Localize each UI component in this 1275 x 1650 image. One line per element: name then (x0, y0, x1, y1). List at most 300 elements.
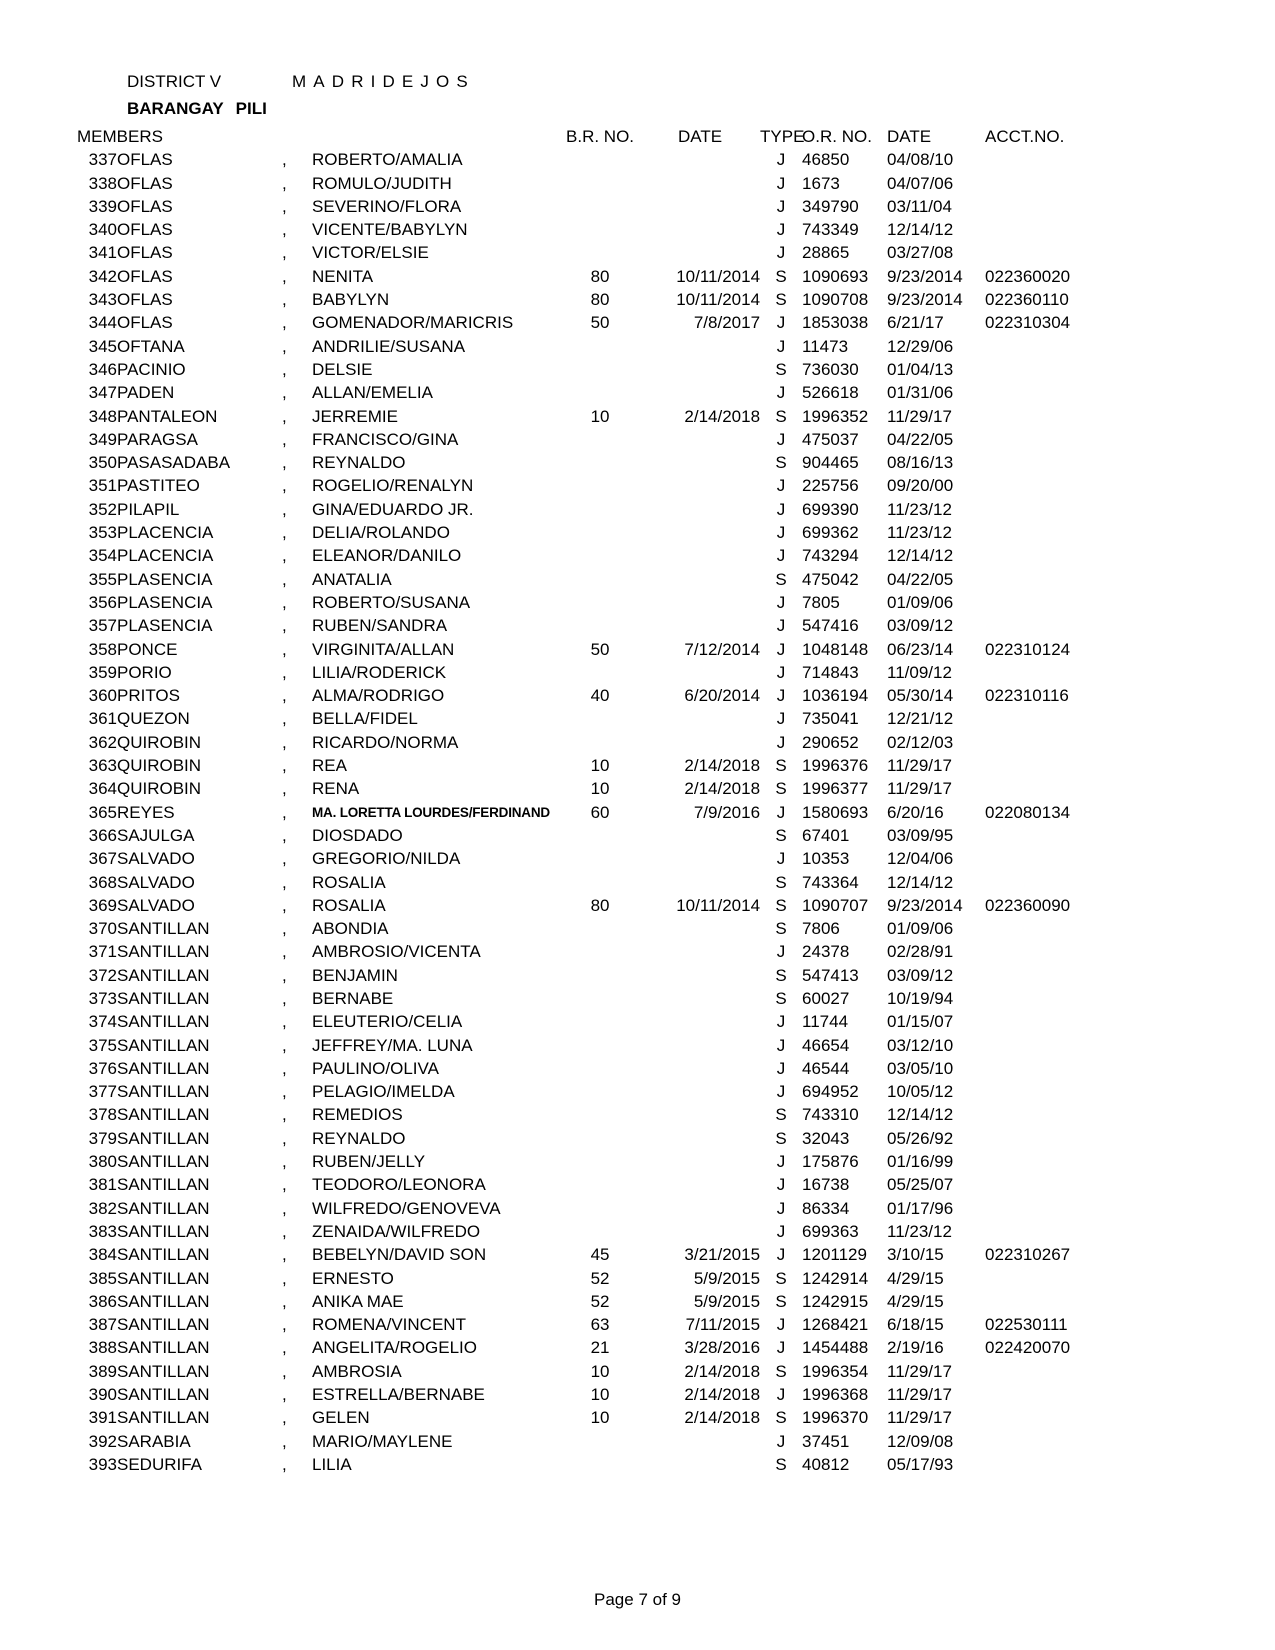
br-no-value (560, 731, 640, 754)
member-number: 389 (88, 1361, 117, 1381)
br-date-value: 2/14/2018 (684, 1408, 761, 1428)
or-date-value: 09/20/00 (887, 476, 954, 496)
acct-no-value (985, 1453, 1095, 1476)
type-value: S (775, 1291, 787, 1311)
member-surname: SALVADO (117, 849, 195, 869)
or-no-value: 67401 (802, 825, 850, 845)
table-row (77, 265, 1095, 288)
br-date-value (640, 358, 760, 381)
table-row (77, 1127, 1095, 1150)
member-given-names: DELSIE (312, 359, 373, 379)
type-value: J (776, 639, 786, 659)
comma-separator: , (282, 1291, 287, 1311)
member-surname: PASASADABA (117, 453, 231, 473)
comma-separator: , (282, 1431, 287, 1451)
or-date-value: 03/27/08 (887, 243, 954, 263)
or-no-value: 743349 (802, 220, 859, 240)
member-surname: PLASENCIA (117, 569, 213, 589)
barangay-name: PILI (235, 99, 267, 118)
member-number: 349 (88, 429, 117, 449)
member-surname: PONCE (117, 639, 178, 659)
table-row (77, 1197, 1095, 1220)
or-no-value: 1090708 (802, 290, 869, 310)
member-given-names: VICTOR/ELSIE (312, 243, 429, 263)
acct-no-value (985, 1406, 1095, 1429)
or-date-value: 12/29/06 (887, 336, 954, 356)
member-number: 339 (88, 196, 117, 216)
member-number: 351 (88, 476, 117, 496)
type-value: J (776, 1315, 786, 1335)
comma-separator: , (282, 429, 287, 449)
comma-separator: , (282, 150, 287, 170)
br-date-value (640, 917, 760, 940)
type-value: J (776, 476, 786, 496)
comma-separator: , (282, 336, 287, 356)
or-no-value: 349790 (802, 196, 859, 216)
or-date-value: 12/14/12 (887, 1105, 954, 1125)
br-no-value (560, 195, 640, 218)
or-no-value: 699390 (802, 499, 859, 519)
acct-no-value: 022310124 (985, 639, 1071, 659)
member-number: 385 (88, 1268, 117, 1288)
member-surname: PORIO (117, 662, 172, 682)
member-surname: PARAGSA (117, 429, 198, 449)
br-date-value: 7/8/2017 (693, 313, 761, 333)
member-surname: SANTILLAN (117, 1152, 210, 1172)
member-given-names: GINA/EDUARDO JR. (312, 499, 474, 519)
comma-separator: , (282, 1221, 287, 1241)
br-no-value: 21 (590, 1338, 610, 1358)
acct-no-value (985, 148, 1095, 171)
type-value: S (775, 1268, 787, 1288)
table-row (77, 405, 1095, 428)
br-no-value (560, 1197, 640, 1220)
comma-separator: , (282, 546, 287, 566)
acct-no-value (985, 1080, 1095, 1103)
acct-no-value (985, 1150, 1095, 1173)
or-no-value: 28865 (802, 243, 850, 263)
member-given-names: MARIO/MAYLENE (312, 1431, 453, 1451)
br-no-value (560, 661, 640, 684)
br-no-value: 45 (590, 1245, 610, 1265)
or-no-value: 1580693 (802, 802, 869, 822)
or-date-value: 11/29/17 (887, 1408, 952, 1428)
member-surname: PILAPIL (117, 499, 180, 519)
type-value: J (776, 942, 786, 962)
table-row (77, 917, 1095, 940)
or-no-column-header: O.R. NO. (802, 127, 872, 146)
table-row (77, 1430, 1095, 1453)
acct-no-value (985, 987, 1095, 1010)
member-surname: OFLAS (117, 220, 173, 240)
comma-separator: , (282, 1408, 287, 1428)
district-label: DISTRICT V (127, 72, 222, 91)
member-surname: SANTILLAN (117, 1082, 210, 1102)
table-row (77, 218, 1095, 241)
member-given-names: LILIA (312, 1454, 352, 1474)
br-no-value: 10 (590, 756, 610, 776)
table-row (77, 451, 1095, 474)
br-no-value (560, 1453, 640, 1476)
or-no-value: 1996354 (802, 1361, 869, 1381)
member-given-names: ROSALIA (312, 872, 386, 892)
or-no-value: 32043 (802, 1128, 850, 1148)
acct-no-value (985, 917, 1095, 940)
member-surname: OFLAS (117, 290, 173, 310)
comma-separator: , (282, 709, 287, 729)
or-date-value: 12/14/12 (887, 872, 954, 892)
br-date-value (640, 568, 760, 591)
acct-no-value (985, 195, 1095, 218)
member-given-names: AMBROSIO/VICENTA (312, 942, 481, 962)
comma-separator: , (282, 499, 287, 519)
type-value: J (776, 1035, 786, 1055)
table-row (77, 568, 1095, 591)
table-row (77, 824, 1095, 847)
or-date-value: 11/23/12 (887, 499, 952, 519)
comma-separator: , (282, 1175, 287, 1195)
municipality-name: MADRIDEJOS (292, 72, 475, 91)
br-date-value (640, 964, 760, 987)
or-no-value: 1996370 (802, 1408, 869, 1428)
or-date-value: 10/05/12 (887, 1082, 954, 1102)
or-date-value: 01/17/96 (887, 1198, 954, 1218)
br-no-value (560, 1103, 640, 1126)
member-number: 372 (88, 965, 117, 985)
type-value: S (775, 895, 787, 915)
or-date-value: 04/22/05 (887, 569, 954, 589)
member-number: 341 (88, 243, 117, 263)
member-given-names: ROBERTO/SUSANA (312, 592, 471, 612)
type-value: J (776, 1338, 786, 1358)
member-number: 359 (88, 662, 117, 682)
member-surname: SANTILLAN (117, 1245, 210, 1265)
table-row (77, 1010, 1095, 1033)
member-given-names: MA. LORETTA LOURDES/FERDINAND (312, 804, 550, 820)
br-date-value: 7/9/2016 (693, 802, 761, 822)
acct-no-value (985, 568, 1095, 591)
member-given-names: VICENTE/BABYLYN (312, 220, 468, 240)
or-date-value: 03/05/10 (887, 1058, 954, 1078)
member-number: 352 (88, 499, 117, 519)
or-date-value: 01/16/99 (887, 1152, 954, 1172)
br-date-value (640, 148, 760, 171)
br-date-value (640, 1010, 760, 1033)
br-no-value (560, 1150, 640, 1173)
table-row (77, 801, 1095, 824)
comma-separator: , (282, 359, 287, 379)
member-surname: OFLAS (117, 150, 173, 170)
acct-no-value (985, 591, 1095, 614)
br-date-value (640, 1220, 760, 1243)
member-number: 380 (88, 1152, 117, 1172)
member-surname: QUEZON (117, 709, 190, 729)
member-surname: SANTILLAN (117, 988, 210, 1008)
member-number: 373 (88, 988, 117, 1008)
or-no-value: 547416 (802, 616, 859, 636)
comma-separator: , (282, 243, 287, 263)
br-date-value (640, 871, 760, 894)
or-no-value: 694952 (802, 1082, 859, 1102)
br-date-value (640, 731, 760, 754)
or-date-value: 6/20/16 (887, 802, 944, 822)
type-value: S (775, 825, 787, 845)
member-given-names: ROBERTO/AMALIA (312, 150, 463, 170)
member-given-names: ANDRILIE/SUSANA (312, 336, 466, 356)
table-row (77, 684, 1095, 707)
member-surname: PADEN (117, 383, 175, 403)
member-given-names: PAULINO/OLIVA (312, 1058, 439, 1078)
comma-separator: , (282, 266, 287, 286)
table-row (77, 661, 1095, 684)
comma-separator: , (282, 662, 287, 682)
or-date-value: 01/09/06 (887, 592, 954, 612)
br-no-value (560, 544, 640, 567)
acct-no-value (985, 1127, 1095, 1150)
member-surname: OFLAS (117, 266, 173, 286)
member-number: 356 (88, 592, 117, 612)
member-given-names: JEFFREY/MA. LUNA (312, 1035, 473, 1055)
type-value: J (776, 732, 786, 752)
comma-separator: , (282, 779, 287, 799)
or-date-value: 03/11/04 (887, 196, 952, 216)
member-surname: SANTILLAN (117, 1338, 210, 1358)
member-surname: SANTILLAN (117, 919, 210, 939)
br-date-value (640, 195, 760, 218)
comma-separator: , (282, 1338, 287, 1358)
member-number: 369 (88, 895, 117, 915)
type-value: J (776, 592, 786, 612)
or-no-value: 475042 (802, 569, 859, 589)
type-value: J (776, 150, 786, 170)
br-no-value (560, 1127, 640, 1150)
or-date-value: 3/10/15 (887, 1245, 944, 1265)
type-value: J (776, 1082, 786, 1102)
or-date-value: 6/18/15 (887, 1315, 944, 1335)
or-no-value: 736030 (802, 359, 859, 379)
comma-separator: , (282, 919, 287, 939)
member-number: 386 (88, 1291, 117, 1311)
member-number: 383 (88, 1221, 117, 1241)
br-no-value (560, 1430, 640, 1453)
comma-separator: , (282, 1128, 287, 1148)
comma-separator: , (282, 988, 287, 1008)
or-date-value: 9/23/2014 (887, 266, 963, 286)
comma-separator: , (282, 756, 287, 776)
br-date-value: 10/11/2014 (676, 266, 761, 286)
member-given-names: ESTRELLA/BERNABE (312, 1385, 485, 1405)
acct-no-value (985, 1103, 1095, 1126)
table-row (77, 311, 1095, 334)
br-date-value (640, 591, 760, 614)
member-number: 384 (88, 1245, 117, 1265)
page-footer: Page 7 of 9 (594, 1590, 681, 1609)
member-surname: SAJULGA (117, 825, 195, 845)
br-date-value (640, 1080, 760, 1103)
br-no-value (560, 451, 640, 474)
br-no-value (560, 1080, 640, 1103)
member-surname: PLASENCIA (117, 592, 213, 612)
br-no-value: 60 (590, 802, 610, 822)
member-number: 390 (88, 1385, 117, 1405)
br-date-value (640, 987, 760, 1010)
table-row (77, 614, 1095, 637)
member-surname: PLACENCIA (117, 523, 214, 543)
br-date-value (640, 707, 760, 730)
acct-no-value (985, 754, 1095, 777)
type-column-header: TYPE (760, 127, 805, 146)
member-given-names: ROSALIA (312, 895, 386, 915)
acct-no-value (985, 871, 1095, 894)
type-value: S (775, 1408, 787, 1428)
acct-no-value (985, 1220, 1095, 1243)
table-row (77, 1220, 1095, 1243)
br-date-value (640, 661, 760, 684)
type-value: J (776, 616, 786, 636)
acct-no-value: 022310116 (985, 686, 1069, 706)
table-row (77, 521, 1095, 544)
br-date-value: 7/11/2015 (685, 1315, 761, 1335)
br-no-value: 80 (590, 895, 610, 915)
br-no-value (560, 568, 640, 591)
type-value: J (776, 1012, 786, 1032)
member-number: 344 (88, 313, 117, 333)
or-date-value: 11/29/17 (887, 1385, 952, 1405)
br-no-value (560, 358, 640, 381)
member-given-names: ANATALIA (312, 569, 392, 589)
br-date-value: 10/11/2014 (676, 895, 761, 915)
type-value: S (775, 988, 787, 1008)
or-date-value: 03/09/12 (887, 616, 954, 636)
or-no-value: 46850 (802, 150, 850, 170)
br-no-value: 10 (590, 1385, 610, 1405)
br-no-value: 52 (590, 1268, 610, 1288)
br-date-value (640, 1103, 760, 1126)
member-given-names: AMBROSIA (312, 1361, 402, 1381)
table-row (77, 428, 1095, 451)
br-date-value (640, 498, 760, 521)
comma-separator: , (282, 1012, 287, 1032)
member-number: 378 (88, 1105, 117, 1125)
acct-no-value: 022080134 (985, 802, 1071, 822)
district-line (127, 72, 1275, 99)
member-surname: PANTALEON (117, 406, 218, 426)
member-number: 371 (88, 942, 117, 962)
or-no-value: 1090693 (802, 266, 869, 286)
barangay-label: BARANGAY (127, 99, 224, 118)
table-row (77, 1080, 1095, 1103)
br-date-value: 5/9/2015 (693, 1291, 761, 1311)
table-row (77, 1383, 1095, 1406)
or-date-value: 04/07/06 (887, 173, 954, 193)
table-row (77, 1150, 1095, 1173)
br-no-value: 50 (590, 639, 610, 659)
member-given-names: RENA (312, 779, 360, 799)
br-date-value (640, 940, 760, 963)
comma-separator: , (282, 1315, 287, 1335)
comma-separator: , (282, 686, 287, 706)
br-no-value: 52 (590, 1291, 610, 1311)
table-row (77, 544, 1095, 567)
acct-no-value (985, 1360, 1095, 1383)
br-no-value (560, 521, 640, 544)
member-number: 388 (88, 1338, 117, 1358)
table-row (77, 1103, 1095, 1126)
member-surname: SANTILLAN (117, 1128, 210, 1148)
br-date-value: 10/11/2014 (676, 290, 761, 310)
or-date-value: 03/09/12 (887, 965, 954, 985)
type-value: S (775, 919, 787, 939)
or-no-value: 10353 (802, 849, 850, 869)
member-surname: SANTILLAN (117, 1385, 210, 1405)
member-given-names: JERREMIE (312, 406, 398, 426)
acct-no-value (985, 1197, 1095, 1220)
type-value: S (775, 406, 787, 426)
type-value: S (775, 1454, 787, 1474)
table-row (77, 591, 1095, 614)
br-date-value (640, 521, 760, 544)
br-date-value: 2/14/2018 (684, 406, 761, 426)
br-no-value (560, 335, 640, 358)
acct-no-value (985, 172, 1095, 195)
member-surname: SALVADO (117, 872, 195, 892)
br-no-value (560, 824, 640, 847)
or-no-value: 37451 (802, 1431, 850, 1451)
acct-no-value: 022360020 (985, 266, 1071, 286)
member-given-names: REYNALDO (312, 453, 406, 473)
type-value: J (776, 313, 786, 333)
member-number: 374 (88, 1012, 117, 1032)
acct-no-value: 022530111 (985, 1315, 1068, 1335)
member-surname: QUIROBIN (117, 732, 202, 752)
comma-separator: , (282, 1245, 287, 1265)
type-value: S (775, 453, 787, 473)
member-surname: PRITOS (117, 686, 180, 706)
member-given-names: BABYLYN (312, 290, 390, 310)
member-surname: QUIROBIN (117, 756, 202, 776)
or-date-value: 06/23/14 (887, 639, 954, 659)
type-value: S (775, 569, 787, 589)
member-number: 387 (88, 1315, 117, 1335)
br-no-value (560, 428, 640, 451)
br-no-value: 10 (590, 406, 610, 426)
member-number: 366 (88, 825, 117, 845)
or-date-value: 02/12/03 (887, 732, 954, 752)
or-no-value: 225756 (802, 476, 859, 496)
or-date-value: 11/29/17 (887, 406, 952, 426)
member-given-names: FRANCISCO/GINA (312, 429, 459, 449)
table-row (77, 1406, 1095, 1429)
br-no-value (560, 871, 640, 894)
or-no-value: 60027 (802, 988, 850, 1008)
or-date-value: 4/29/15 (887, 1291, 944, 1311)
member-given-names: RICARDO/NORMA (312, 732, 459, 752)
br-date-value (640, 847, 760, 870)
type-value: J (776, 802, 786, 822)
type-value: S (775, 779, 787, 799)
member-given-names: WILFREDO/GENOVEVA (312, 1198, 501, 1218)
member-given-names: GREGORIO/NILDA (312, 849, 461, 869)
type-value: J (776, 196, 786, 216)
acct-no-value (985, 218, 1095, 241)
table-row (77, 1057, 1095, 1080)
br-date-value: 2/14/2018 (684, 779, 761, 799)
type-value: J (776, 1245, 786, 1265)
member-number: 377 (88, 1082, 117, 1102)
br-date-value (640, 172, 760, 195)
type-value: S (775, 1128, 787, 1148)
member-number: 379 (88, 1128, 117, 1148)
